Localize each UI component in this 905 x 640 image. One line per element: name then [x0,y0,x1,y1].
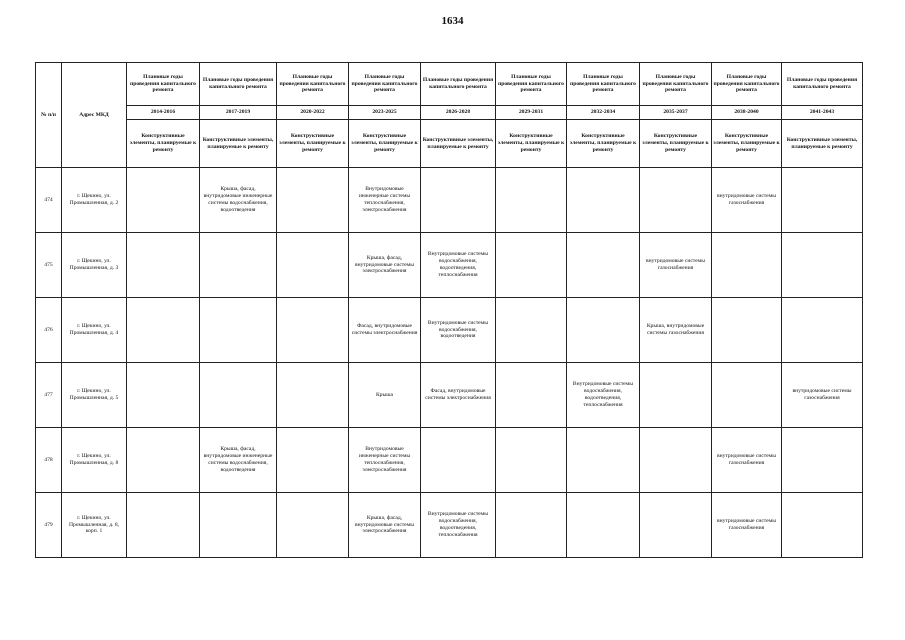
years-range: 2029-2031 [496,106,567,120]
repair-elements-cell [640,363,712,428]
elements-subheader: Конструктивные элементы, планируемые к ремонту [349,120,421,168]
repair-elements-cell [277,428,349,493]
repair-elements-cell: Внутридомовые системы водоснабжения, водоотведения, теплоснабжения [421,493,496,558]
table-row [36,168,863,233]
repair-elements-cell: Крыша, фасад, внутридомовые инженерные системы водоснабжения, водоотведения [200,168,277,233]
table-row [36,363,863,428]
row-address: г. Щекино, ул. Промышленная, д. 5 [62,363,127,428]
years-range: 2020-2022 [277,106,349,120]
row-address: г. Щекино, ул. Промышленная, д. 8, корп. 1 [62,493,127,558]
repair-elements-cell [127,428,200,493]
header-row-elements [36,120,863,168]
repair-elements-cell [127,363,200,428]
elements-subheader: Конструктивные элементы, планируемые к ремонту [496,120,567,168]
repair-elements-cell [277,168,349,233]
repair-elements-cell: Крыша, фасад, внутридомовые инженерные системы водоснабжения, водоотведения [200,428,277,493]
repair-elements-cell [127,168,200,233]
years-range: 2035-2037 [640,106,712,120]
elements-subheader: Конструктивные элементы, планируемые к ремонту [127,120,200,168]
years-range: 2023-2025 [349,106,421,120]
repair-elements-cell: внутридомовые системы газоснабжения [712,493,782,558]
repair-elements-cell [200,233,277,298]
period-header: Плановые годы проведения капитального ремонта [640,63,712,106]
table-row [36,493,863,558]
repair-elements-cell: внутридомовые системы газоснабжения [712,428,782,493]
row-number: 474 [36,168,62,233]
repair-elements-cell [127,493,200,558]
years-range: 2026-2028 [421,106,496,120]
repair-elements-cell [567,298,640,363]
repair-elements-cell [567,493,640,558]
period-header: Плановые годы проведения капитального ремонта [349,63,421,106]
repair-elements-cell [496,363,567,428]
repair-elements-cell [127,233,200,298]
repair-elements-cell [712,233,782,298]
period-header: Плановые годы проведения капитального ремонта [712,63,782,106]
repair-elements-cell [200,363,277,428]
repair-elements-cell [277,363,349,428]
repair-elements-cell [277,233,349,298]
row-number: 476 [36,298,62,363]
repair-elements-cell [200,493,277,558]
period-header: Плановые годы проведения капитального ремонта [127,63,200,106]
row-number: 477 [36,363,62,428]
elements-subheader: Конструктивные элементы, планируемые к ремонту [640,120,712,168]
repair-elements-cell: Крыша, фасад, внутридомовые системы электроснабжения [349,233,421,298]
address-column-header: Адрес МКД [62,63,127,168]
repair-elements-cell [496,428,567,493]
years-range: 2017-2019 [200,106,277,120]
repair-elements-cell [782,168,863,233]
header-row-periods [36,63,863,106]
repair-elements-cell [782,298,863,363]
capital-repair-plan-table [35,62,863,558]
repair-elements-cell [640,428,712,493]
repair-elements-cell: Крыша, внутридомовые системы газоснабжения [640,298,712,363]
repair-elements-cell: внутридомовые системы газоснабжения [640,233,712,298]
repair-elements-cell [496,298,567,363]
repair-elements-cell: Крыша [349,363,421,428]
repair-elements-cell [496,233,567,298]
repair-elements-cell [277,298,349,363]
elements-subheader: Конструктивные элементы, планируемые к ремонту [567,120,640,168]
repair-elements-cell [782,493,863,558]
repair-elements-cell: Фасад, внутридомовые системы электроснабжения [421,363,496,428]
repair-elements-cell [782,233,863,298]
repair-elements-cell: Внутридомовые системы водоснабжения, водоотведения, теплоснабжения [567,363,640,428]
repair-elements-cell [421,168,496,233]
repair-elements-cell [712,298,782,363]
table-body [36,168,863,558]
repair-elements-cell [712,363,782,428]
row-number: 478 [36,428,62,493]
repair-elements-cell [567,233,640,298]
repair-elements-cell: Крыша, фасад, внутридомовые системы электроснабжения [349,493,421,558]
repair-elements-cell [421,428,496,493]
period-header: Плановые годы проведения капитального ремонта [782,63,863,106]
repair-elements-cell [782,428,863,493]
repair-elements-cell: Внутридомовые системы водоснабжения, водоотведения, теплоснабжения [421,233,496,298]
row-address: г. Щекино, ул. Промышленная, д. 2 [62,168,127,233]
period-header: Плановые годы проведения капитального ремонта [567,63,640,106]
elements-subheader: Конструктивные элементы, планируемые к ремонту [421,120,496,168]
repair-elements-cell: внутридомовые системы газоснабжения [782,363,863,428]
years-range: 2038-2040 [712,106,782,120]
table-row [36,428,863,493]
row-address: г. Щекино, ул. Промышленная, д. 3 [62,233,127,298]
elements-subheader: Конструктивные элементы, планируемые к ремонту [200,120,277,168]
repair-elements-cell: Внутридомовые инженерные системы теплоснабжения, электроснабжения [349,428,421,493]
repair-elements-cell: внутридомовые системы газоснабжения [712,168,782,233]
header-row-years [36,106,863,120]
row-number: 475 [36,233,62,298]
elements-subheader: Конструктивные элементы, планируемые к ремонту [712,120,782,168]
period-header: Плановые годы проведения капитального ремонта [200,63,277,106]
repair-elements-cell [277,493,349,558]
elements-subheader: Конструктивные элементы, планируемые к ремонту [782,120,863,168]
repair-elements-cell: Внутридомовые системы водоснабжения, водоотведения [421,298,496,363]
repair-elements-cell [640,168,712,233]
repair-elements-cell [200,298,277,363]
table-row [36,233,863,298]
repair-elements-cell [567,168,640,233]
page-number: 1634 [441,15,464,27]
years-range: 2014-2016 [127,106,200,120]
row-number: 479 [36,493,62,558]
years-range: 2032-2034 [567,106,640,120]
years-range: 2041-2043 [782,106,863,120]
repair-elements-cell [640,493,712,558]
period-header: Плановые годы проведения капитального ремонта [421,63,496,106]
table-row [36,298,863,363]
repair-elements-cell [127,298,200,363]
repair-elements-cell [567,428,640,493]
num-column-header: № п/п [36,63,62,168]
elements-subheader: Конструктивные элементы, планируемые к ремонту [277,120,349,168]
repair-elements-cell: Внутридомовые инженерные системы теплоснабжения, электроснабжения [349,168,421,233]
repair-elements-cell [496,493,567,558]
period-header: Плановые годы проведения капитального ремонта [496,63,567,106]
row-address: г. Щекино, ул. Промышленная, д. 8 [62,428,127,493]
row-address: г. Щекино, ул. Промышленная, д. 4 [62,298,127,363]
repair-elements-cell: Фасад, внутридомовые системы электроснабжения [349,298,421,363]
period-header: Плановые годы проведения капитального ремонта [277,63,349,106]
repair-elements-cell [496,168,567,233]
